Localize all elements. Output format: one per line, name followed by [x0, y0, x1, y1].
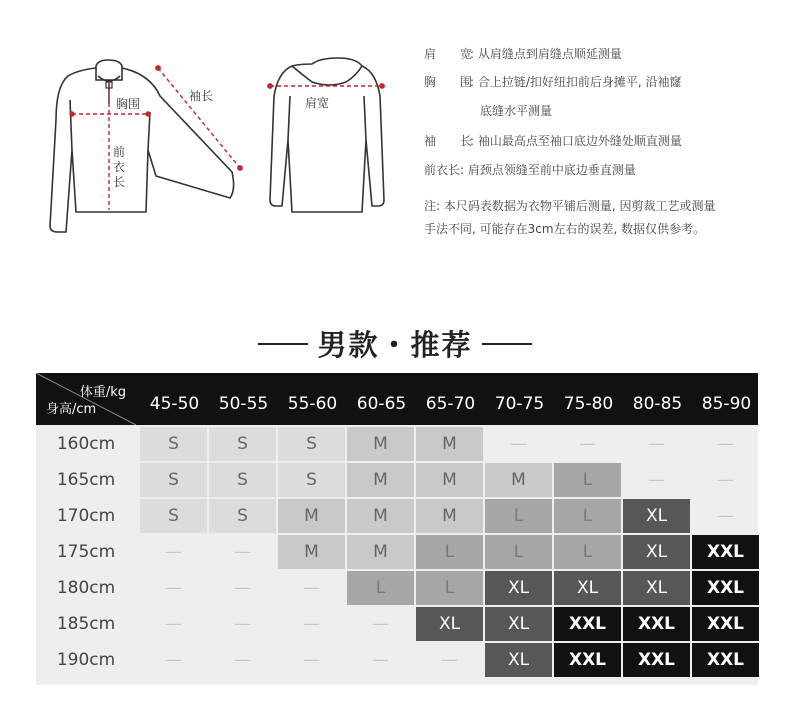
size-cell: L	[554, 535, 621, 569]
weight-column-header: 75-80	[563, 394, 614, 414]
height-row-label: 170cm	[56, 506, 116, 526]
size-cell: L	[554, 463, 621, 497]
size-cell: XL	[623, 499, 690, 533]
size-cell-empty: —	[717, 506, 734, 526]
size-cell: L	[485, 499, 552, 533]
weight-column-header: 65-70	[425, 394, 476, 414]
size-cell-empty: —	[648, 470, 665, 490]
size-cell: XL	[554, 571, 621, 605]
weight-column-header: 80-85	[632, 394, 683, 414]
size-cell-empty: —	[165, 542, 182, 562]
heading-title: 男款・推荐	[317, 328, 473, 362]
size-cell-empty: —	[234, 542, 251, 562]
size-cell: L	[347, 571, 414, 605]
section-heading	[0, 323, 790, 363]
weight-column-header: 50-55	[218, 394, 269, 414]
shoulder-width-label: 肩宽	[305, 96, 330, 110]
height-row-label: 160cm	[56, 434, 116, 454]
height-row-label: 185cm	[56, 614, 116, 634]
weight-column-header: 60-65	[356, 394, 407, 414]
front-measure-lines	[70, 66, 242, 210]
front-length-label: 前衣长	[112, 145, 125, 189]
size-cell: M	[416, 427, 483, 461]
size-cell: M	[347, 535, 414, 569]
size-cell-empty: —	[303, 578, 320, 598]
size-cell: XXL	[692, 607, 759, 641]
note-term: 前衣长	[424, 163, 461, 177]
garment-diagrams	[0, 0, 400, 260]
size-cell: S	[140, 463, 207, 497]
size-cell: M	[278, 499, 345, 533]
note-front-length: 前衣长: 肩颈点领缝至前中底边垂直测量	[424, 163, 636, 177]
garment-outlines	[0, 0, 400, 260]
heading-right-rule	[482, 343, 532, 345]
size-cell-empty: —	[717, 470, 734, 490]
weight-column-header: 85-90	[701, 394, 752, 414]
weight-column-header: 45-50	[149, 394, 200, 414]
size-cell: XL	[623, 571, 690, 605]
height-row-label: 165cm	[56, 470, 116, 490]
sleeve-length-label: 袖长	[189, 89, 214, 103]
chest-label: 胸围	[116, 97, 141, 111]
size-cell: M	[416, 463, 483, 497]
size-cell: S	[209, 463, 276, 497]
size-cell: S	[209, 499, 276, 533]
size-cell-empty: —	[579, 434, 596, 454]
table-header	[36, 373, 758, 425]
size-cell: L	[416, 535, 483, 569]
note-desc: 合上拉链/扣好纽扣前后身摊平, 沿袖窿	[477, 75, 682, 89]
weight-header: 体重/kg	[79, 385, 126, 400]
size-cell: XXL	[554, 643, 621, 677]
size-cell-empty: —	[648, 434, 665, 454]
size-cell-empty: —	[234, 578, 251, 598]
size-cell: S	[140, 499, 207, 533]
table-corner-cell	[36, 373, 136, 425]
note-sleeve: 袖 长: 袖山最高点至袖口底边外缝处顺直测量	[424, 134, 682, 148]
size-cell-empty: —	[234, 650, 251, 670]
note-shoulder: 肩 宽: 从肩缝点到肩缝点顺延测量	[424, 47, 622, 61]
size-cell: XXL	[623, 643, 690, 677]
size-cell: S	[140, 427, 207, 461]
size-cell: XXL	[692, 643, 759, 677]
size-cell: M	[347, 499, 414, 533]
size-cell: M	[278, 535, 345, 569]
height-row-label: 175cm	[56, 542, 116, 562]
height-row-label: 190cm	[56, 650, 116, 670]
size-cell: S	[278, 427, 345, 461]
size-cell: XL	[485, 607, 552, 641]
size-cell: L	[416, 571, 483, 605]
size-cell: XXL	[692, 571, 759, 605]
size-cell: M	[347, 463, 414, 497]
size-cell: L	[554, 499, 621, 533]
size-cell-empty: —	[441, 650, 458, 670]
size-cell: XXL	[692, 535, 759, 569]
size-cell: XL	[416, 607, 483, 641]
note-term: 肩 宽	[424, 47, 473, 61]
size-cell: XXL	[623, 607, 690, 641]
size-cell-empty: —	[165, 614, 182, 634]
size-cell: L	[485, 535, 552, 569]
size-cell: XL	[485, 571, 552, 605]
size-cell-empty: —	[165, 578, 182, 598]
height-header: 身高/cm	[46, 402, 97, 417]
size-cell-empty: —	[510, 434, 527, 454]
note-chest-continued: 底缝水平测量	[480, 104, 553, 118]
size-cell-empty: —	[165, 650, 182, 670]
size-cell: S	[278, 463, 345, 497]
heading-left-rule	[258, 343, 308, 345]
front-jacket-drawing	[50, 60, 234, 232]
size-recommendation-table	[36, 373, 758, 685]
back-jacket-drawing	[270, 58, 384, 212]
size-cell-empty: —	[372, 650, 389, 670]
size-cell: M	[347, 427, 414, 461]
note-term: 胸 围	[424, 75, 473, 89]
size-cell: S	[209, 427, 276, 461]
size-cell-empty: —	[717, 434, 734, 454]
size-cell-empty: —	[234, 614, 251, 634]
note-desc: 肩颈点领缝至前中底边垂直测量	[467, 163, 636, 177]
note-term: 袖 长	[424, 134, 473, 148]
weight-column-header: 55-60	[287, 394, 338, 414]
note-desc: 从肩缝点到肩缝点顺延测量	[477, 47, 622, 61]
disclaimer-text: 注: 本尺码表数据为衣物平铺后测量, 因剪裁工艺或测量手法不同, 可能存在3cm左右的误差, 数据仅供参考。	[424, 199, 716, 236]
size-cell-empty: —	[303, 650, 320, 670]
note-chest: 胸 围: 合上拉链/扣好纽扣前后身摊平, 沿袖窿	[424, 75, 682, 89]
size-cell-empty: —	[372, 614, 389, 634]
note-desc: 袖山最高点至袖口底边外缝处顺直测量	[477, 134, 682, 148]
size-cell: XL	[485, 643, 552, 677]
size-cell-empty: —	[303, 614, 320, 634]
size-cell: M	[416, 499, 483, 533]
size-cell: M	[485, 463, 552, 497]
size-cell: XL	[623, 535, 690, 569]
size-cell: XXL	[554, 607, 621, 641]
weight-column-header: 70-75	[494, 394, 545, 414]
height-row-label: 180cm	[56, 578, 116, 598]
